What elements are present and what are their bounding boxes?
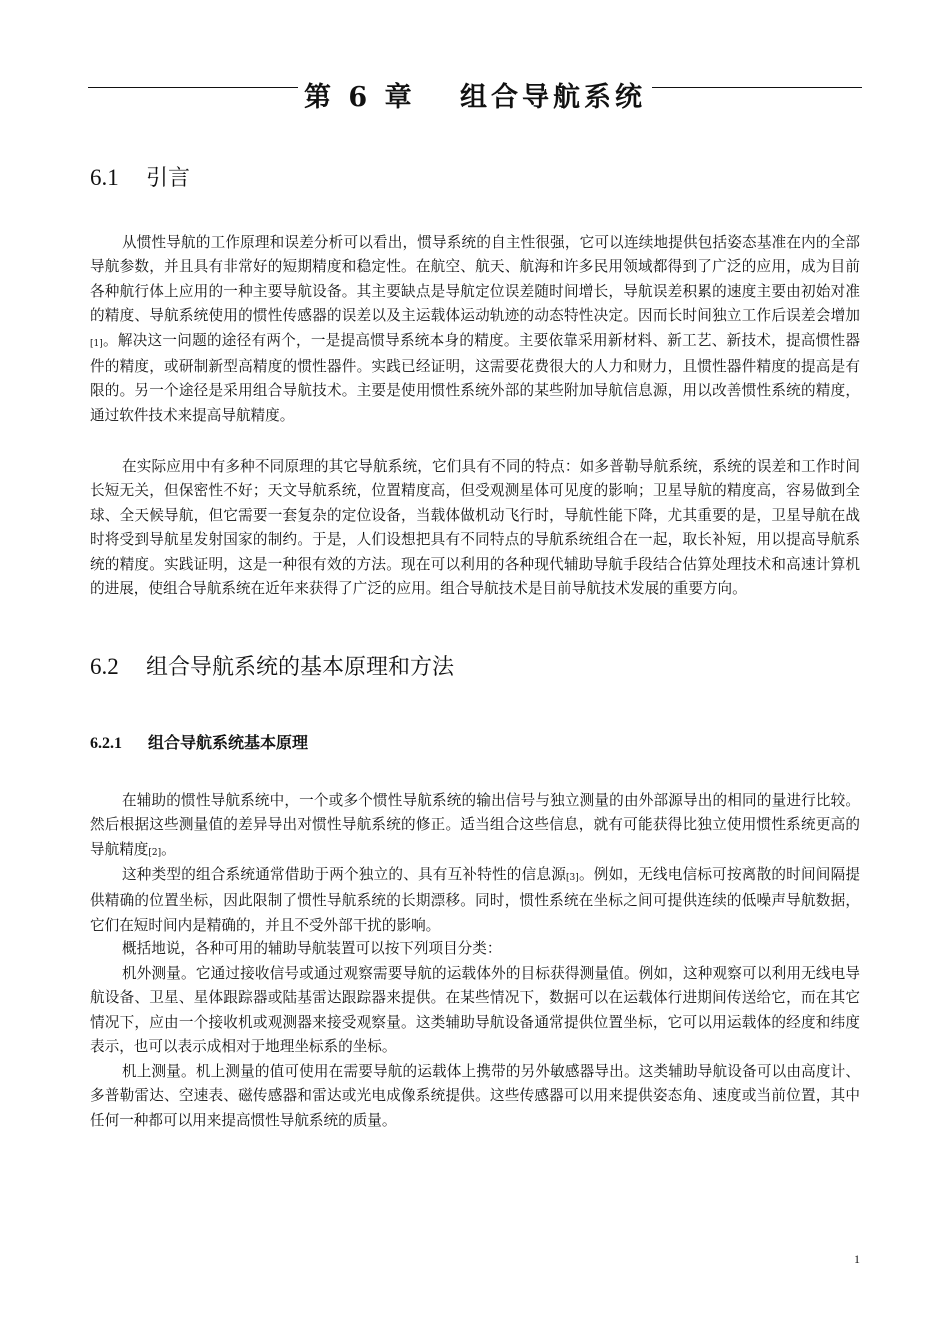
chapter-title [88, 78, 862, 118]
paragraph-text: 。例如，无线电信标可按离散的时间间隔提供精确的位置坐标，因此限制了惯性导航系统的长期漂移。同时，惯性系统在坐标之间可提供连续的低噪声导航数据，它们在短时间内是精确的，并且不受外部干扰的影响。 [90, 866, 860, 934]
page-number: 1 [854, 1252, 860, 1266]
paragraph-principle-2 [90, 863, 860, 938]
paragraph-text: 从惯性导航的工作原理和误差分析可以看出，惯导系统的自主性很强，它可以连续地提供包括姿态基准在内的全部导航参数，并且具有非常好的短期精度和稳定性。在航空、航天、航海和许多民用领域都得到了广泛的应用，成为目前各种航行体上应用的一种主要导航设备。其主要缺点是导航定位误差随时间增长，导航误差积累的速度主要由初始对准的精度、导航系统使用的惯性传感器的误差以及主运载体运动轨迹的动态特性决定。因而长时间独立工作后误差会增加 [90, 234, 860, 325]
paragraph-intro-2 [90, 455, 860, 601]
paragraph-text: 机外测量。它通过接收信号或通过观察需要导航的运载体外的目标获得测量值。例如，这种观察可以利用无线电导航设备、卫星、星体跟踪器或陆基雷达跟踪器来提供。在某些情况下，数据可以在运载体行进期间传送给它，而在其它情况下，应由一个接收机或观测器来接受观察量。这类辅助导航设备通常提供位置坐标，它可以用运载体的经度和纬度表示，也可以表示成相对于地理坐标系的坐标。 [90, 965, 860, 1056]
paragraph-principle-1 [90, 789, 860, 864]
paragraph-text: 机上测量。机上测量的值可使用在需要导航的运载体上携带的另外敏感器导出。这类辅助导航设备可以由高度计、多普勒雷达、空速表、磁传感器和雷达或光电成像系统提供。这些传感器可以用来提供姿态角、速度或当前位置，其中任何一种都可以用来提高惯性导航系统的质量。 [90, 1063, 860, 1129]
paragraph-intro-1 [90, 231, 860, 428]
paragraph-classification [90, 937, 860, 961]
subsection-title: 组合导航系统基本原理 [148, 733, 309, 752]
paragraph-text: 概括地说，各种可用的辅助导航装置可以按下列项目分类： [122, 940, 502, 957]
section-heading-6-2 [90, 652, 454, 683]
paragraph-text: 这种类型的组合系统通常借助于两个独立的、具有互补特性的信息源 [122, 866, 567, 883]
section-title: 组合导航系统的基本原理和方法 [146, 655, 455, 680]
section-number: 6.2 [90, 654, 119, 679]
subsection-heading-6-2-1 [90, 731, 308, 756]
section-title: 引言 [146, 166, 191, 191]
paragraph-external-measurement [90, 962, 860, 1060]
chapter-title-text: 第 6 章 组合导航系统 [298, 82, 652, 113]
paragraph-text: 在实际应用中有多种不同原理的其它导航系统，它们具有不同的特点：如多普勒导航系统，系统的误差和工作时间长短无关，但保密性不好；天文导航系统，位置精度高，但受观测星体可见度的影响；卫星导航的精度高，容易做到全球、全天候导航，但它需要一套复杂的定位设备，当载体做机动飞行时，导航性能下降，尤其重要的是，卫星导航在战时将受到导航星发射国家的制约。于是，人们设想把具有不同特点的导航系统组合在一起，取长补短，用以提高导航系统的精度。实践证明，这是一种很有效的方法。现在可以利用的各种现代辅助导航手段结合估算处理技术和高速计算机的进展，使组合导航系统在近年来获得了广泛的应用。组合导航技术是目前导航技术发展的重要方向。 [90, 458, 860, 598]
paragraph-text: 。解决这一问题的途径有两个，一是提高惯导系统本身的精度。主要依靠采用新材料、新工艺、新技术，提高惯性器件的精度，或研制新型高精度的惯性器件。实践已经证明，这需要花费很大的人力和财力，且惯性器件精度的提高是有限的。另一个途径是采用组合导航技术。主要是使用惯性系统外部的某些附加导航信息源，用以改善惯性系统的精度，通过软件技术来提高导航精度。 [90, 331, 860, 424]
paragraph-text: 。 [161, 840, 176, 858]
paragraph-onboard-measurement [90, 1060, 860, 1133]
citation: [3] [566, 873, 579, 883]
subsection-number: 6.2.1 [90, 735, 122, 752]
citation: [1] [90, 338, 103, 349]
citation: [2] [148, 847, 162, 858]
section-number: 6.1 [90, 165, 119, 190]
section-heading-6-1 [90, 163, 190, 194]
paragraph-text: 在辅助的惯性导航系统中，一个或多个惯性导航系统的输出信号与独立测量的由外部源导出的相同的量进行比较。然后根据这些测量值的差异导出对惯性导航系统的修正。适当组合这些信息，就有可能获得比独立使用惯性系统更高的导航精度 [90, 792, 860, 858]
